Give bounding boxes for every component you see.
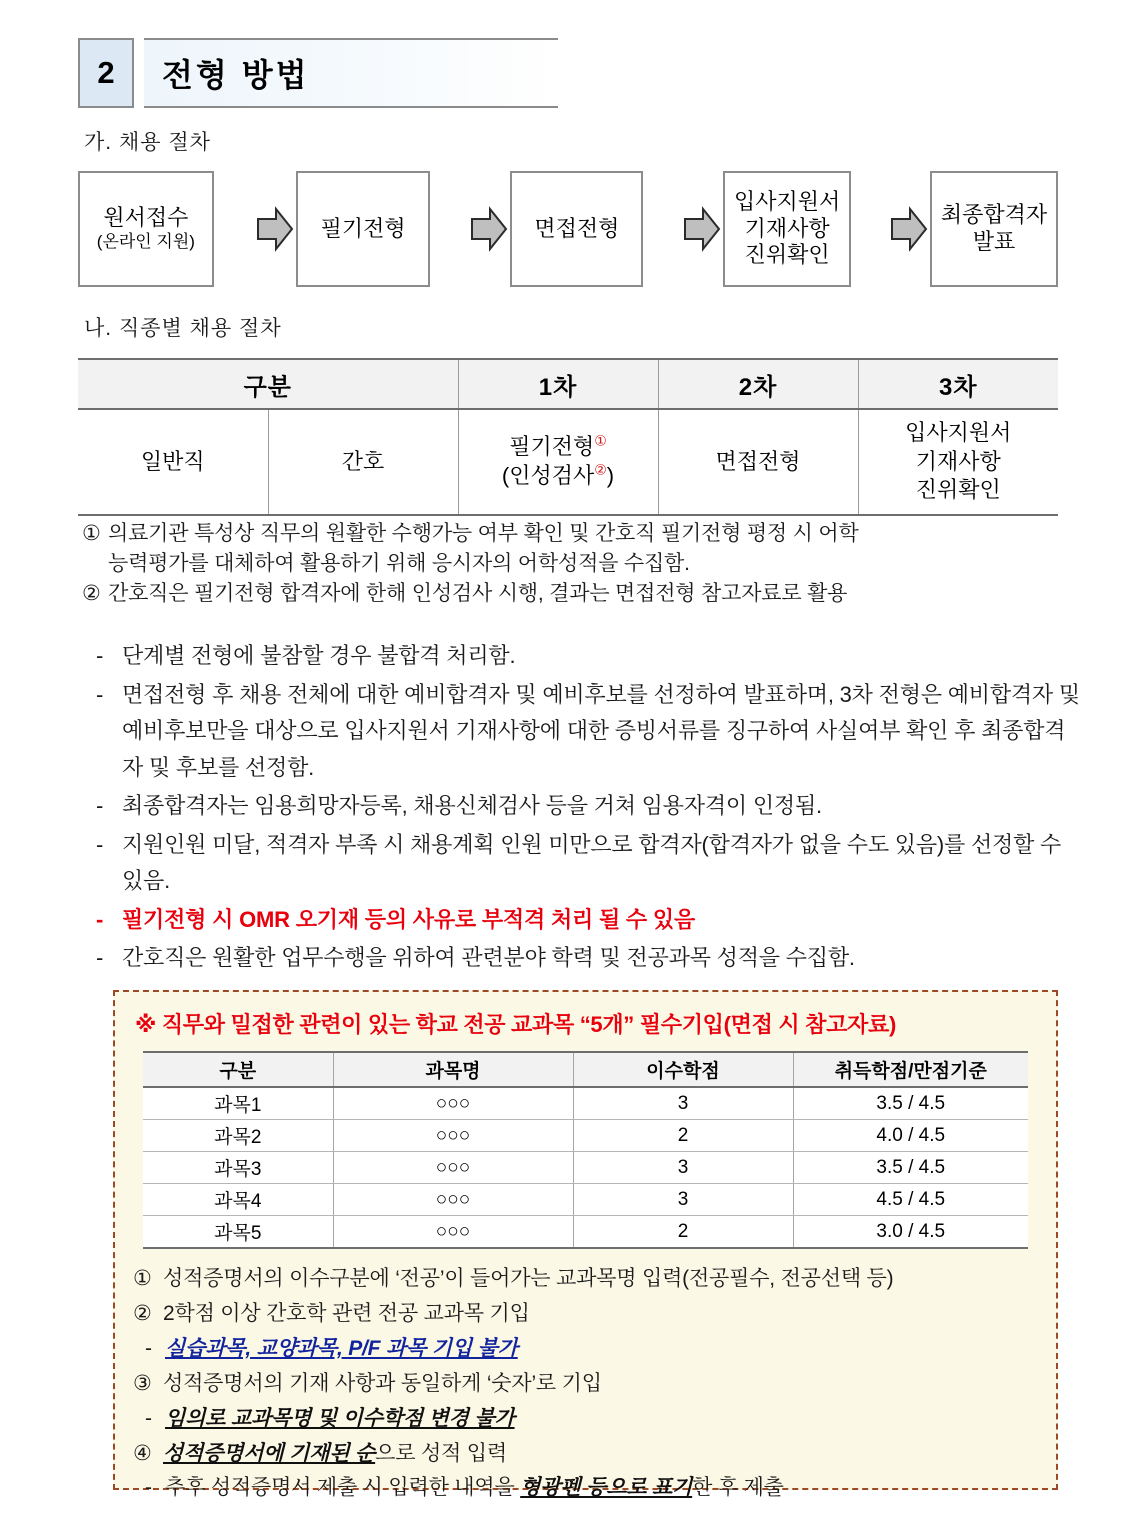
courses-header-credits: 이수학점 xyxy=(573,1052,793,1087)
cell-stage-1-line2: (인성검사②) xyxy=(501,461,615,488)
flow-step-interview xyxy=(510,171,643,287)
list-item-text: 최종합격자는 임용희망자등록, 채용신체검사 등을 거쳐 임용자격이 인정됨. xyxy=(122,793,822,819)
table-header-stage-1: 1차 xyxy=(458,359,658,409)
course-category: 과목3 xyxy=(143,1152,333,1184)
course-name: ○○○ xyxy=(333,1120,573,1152)
cell-stage-2: 면접전형 xyxy=(658,409,858,515)
flow-step-application xyxy=(78,171,214,287)
table-row xyxy=(143,1152,1028,1184)
note-instruction-1 xyxy=(133,1263,1038,1295)
table-header-row xyxy=(78,359,1058,409)
notes-bullet-list xyxy=(96,638,1081,979)
courses-header-name: 과목명 xyxy=(333,1052,573,1087)
dash-marker: - xyxy=(96,906,104,932)
flow-step-written-exam xyxy=(296,171,431,287)
footnote-1 xyxy=(82,519,1072,549)
dash-marker: - xyxy=(145,1476,152,1500)
dash-marker: - xyxy=(96,945,104,971)
table-row xyxy=(143,1120,1028,1152)
list-item xyxy=(96,940,1081,977)
course-category: 과목4 xyxy=(143,1184,333,1216)
flow-step-line2: 기재사항 xyxy=(744,215,830,241)
list-item xyxy=(96,677,1081,787)
courses-header-category: 구분 xyxy=(143,1052,333,1087)
note-text xyxy=(163,1438,1038,1470)
flow-step-final-announcement xyxy=(930,171,1058,287)
course-category: 과목1 xyxy=(143,1087,333,1120)
course-category: 과목5 xyxy=(143,1216,333,1249)
arrow-right-icon xyxy=(888,205,930,253)
list-item-text: 지원인원 미달, 적격자 부족 시 채용계획 인원 미만으로 합격자(합격자가 없을 수도 있음)를 선정할 수 있음. xyxy=(122,831,1062,894)
flow-step-line1: 최종합격자 xyxy=(940,202,1048,228)
course-credits: 3 xyxy=(573,1152,793,1184)
note-plain-after: 한 후 제출 xyxy=(692,1476,784,1500)
note-subtext xyxy=(165,1472,784,1504)
cell-job-field: 간호 xyxy=(268,409,458,515)
subsection-label-process-by-job: 나. 직종별 채용 절차 xyxy=(84,317,282,340)
flow-step-line1: 면접전형 xyxy=(534,215,620,241)
course-grade: 3.0 / 4.5 xyxy=(793,1216,1028,1249)
flow-step-line1: 입사지원서 xyxy=(734,188,841,214)
footnote-ref-1: ① xyxy=(594,433,607,450)
note-box-instructions xyxy=(133,1263,1038,1504)
dash-marker: - xyxy=(145,1336,152,1360)
cell-job-type: 일반직 xyxy=(78,409,268,515)
flow-step-verification xyxy=(723,171,851,287)
cell-stage-3-line2: 기재사항 xyxy=(915,448,1001,474)
cell-stage-3-line3: 진위확인 xyxy=(915,477,1001,503)
table-row xyxy=(143,1087,1028,1120)
section-number-badge: 2 xyxy=(78,38,134,108)
arrow-right-icon xyxy=(681,205,723,253)
process-by-job-table xyxy=(78,358,1058,516)
note-text: 2학점 이상 간호학 관련 전공 교과목 기입 xyxy=(163,1301,530,1325)
dash-marker: - xyxy=(145,1406,152,1430)
section-header xyxy=(78,38,558,108)
note-emphasis: 성적증명서에 기재된 순 xyxy=(163,1441,376,1465)
note-instruction-4 xyxy=(133,1438,1038,1470)
note-marker: ③ xyxy=(133,1371,152,1395)
list-item-text: 필기전형 시 OMR 오기재 등의 사유로 부적격 처리 될 수 있음 xyxy=(122,906,695,932)
note-marker: ② xyxy=(133,1301,152,1325)
course-credits: 3 xyxy=(573,1087,793,1120)
note-instruction-2 xyxy=(133,1298,1038,1330)
course-category: 과목2 xyxy=(143,1120,333,1152)
note-text: 성적증명서의 이수구분에 ‘전공’이 들어가는 교과목명 입력(전공필수, 전공선택 등) xyxy=(163,1267,894,1290)
footnote-text: 간호직은 필기전형 합격자에 한해 인성검사 시행, 결과는 면접전형 참고자료로 활용 xyxy=(108,581,848,605)
table-row xyxy=(143,1184,1028,1216)
note-instruction-3 xyxy=(133,1368,1038,1400)
course-grade: 4.5 / 4.5 xyxy=(793,1184,1028,1216)
list-item-text: 단계별 전형에 불참할 경우 불합격 처리함. xyxy=(122,643,516,668)
section-title-band xyxy=(144,38,558,108)
table-footnotes xyxy=(82,519,1072,608)
course-grade: 3.5 / 4.5 xyxy=(793,1152,1028,1184)
note-subtext: 실습과목, 교양과목, P/F 과목 기입 불가 xyxy=(165,1336,518,1360)
note-subitem-blue xyxy=(133,1333,1038,1365)
course-credits: 3 xyxy=(573,1184,793,1216)
cell-stage-1-line1: 필기전형① xyxy=(509,433,607,460)
flow-step-line3: 진위확인 xyxy=(744,242,830,268)
arrow-right-icon xyxy=(254,205,296,253)
arrow-right-icon xyxy=(468,205,510,253)
list-item-text: 간호직은 원활한 업무수행을 위하여 관련분야 학력 및 전공과목 성적을 수집함. xyxy=(122,945,855,971)
flow-step-line1: 필기전형 xyxy=(320,215,406,241)
list-item-text: 면접전형 후 채용 전체에 대한 예비합격자 및 예비후보를 선정하여 발표하며, 3차 전형은 예비합격자 및 예비후보만을 대상으로 입사지원서 기재사항에 대한 증빙서류를 징구하여 사실여부 확인 후 최종합격자 및 후보를 선정함. xyxy=(122,681,1080,780)
note-subitem-4 xyxy=(133,1472,1038,1504)
courses-header-grade: 취득학점/만점기준 xyxy=(793,1052,1028,1087)
major-courses-note-box xyxy=(113,990,1058,1500)
course-name: ○○○ xyxy=(333,1087,573,1120)
table-header-stage-3: 3차 xyxy=(858,359,1058,409)
flow-step-line2: 발표 xyxy=(972,229,1016,254)
list-item xyxy=(96,788,1081,825)
list-item-warning xyxy=(96,902,1081,939)
note-marker: ① xyxy=(133,1267,152,1290)
list-item xyxy=(96,638,1081,675)
footnote-1-continued: 능력평가를 대체하여 활용하기 위해 응시자의 어학성적을 수집함. xyxy=(108,551,690,575)
major-courses-table xyxy=(143,1051,1028,1249)
list-item xyxy=(96,827,1081,900)
dash-marker: - xyxy=(96,681,104,707)
cell-stage-3 xyxy=(858,409,1058,515)
note-text: 성적증명서의 기재 사항과 동일하게 ‘숫자’로 기입 xyxy=(163,1371,602,1395)
table-header-stage-2: 2차 xyxy=(658,359,858,409)
course-grade: 3.5 / 4.5 xyxy=(793,1087,1028,1120)
note-emphasis: 형광펜 등으로 표기 xyxy=(520,1476,693,1500)
course-credits: 2 xyxy=(573,1120,793,1152)
footnote-text: 의료기관 특성상 직무의 원활한 수행가능 여부 확인 및 간호직 필기전형 평정 시 어학 xyxy=(108,522,859,545)
cell-stage-3-line1: 입사지원서 xyxy=(905,420,1012,446)
course-credits: 2 xyxy=(573,1216,793,1249)
course-name: ○○○ xyxy=(333,1152,573,1184)
recruitment-flowchart xyxy=(78,170,1058,288)
dash-marker: - xyxy=(96,793,104,819)
note-plain: 으로 성적 입력 xyxy=(375,1441,507,1465)
note-subitem-black xyxy=(133,1403,1038,1435)
dash-marker: - xyxy=(96,643,104,668)
note-subtext: 임의로 교과목명 및 이수학점 변경 불가 xyxy=(165,1406,515,1430)
footnote-marker: ② xyxy=(82,581,101,605)
course-name: ○○○ xyxy=(333,1216,573,1249)
page-title: 전형 방법 xyxy=(162,57,310,93)
flow-step-line2: (온라인 지원) xyxy=(96,232,195,252)
table-row xyxy=(143,1216,1028,1249)
cell-stage-1 xyxy=(458,409,658,515)
dash-marker: - xyxy=(96,831,104,857)
footnote-ref-2: ② xyxy=(594,461,607,478)
course-grade: 4.0 / 4.5 xyxy=(793,1120,1028,1152)
table-header-category: 구분 xyxy=(78,359,458,409)
flow-step-line1: 원서접수 xyxy=(103,205,189,231)
table-header-row xyxy=(143,1052,1028,1087)
subsection-label-recruitment-process: 가. 채용 절차 xyxy=(84,131,211,154)
course-name: ○○○ xyxy=(333,1184,573,1216)
footnote-2 xyxy=(82,579,1072,609)
note-box-title: ※ 직무와 밀접한 관련이 있는 학교 전공 교과목 “5개” 필수기입(면접 시 참고자료) xyxy=(135,1012,896,1037)
table-row xyxy=(78,409,1058,515)
note-plain-before: 추후 성적증명서 제출 시 입력한 내역을 xyxy=(165,1476,521,1500)
note-marker: ④ xyxy=(133,1441,152,1465)
footnote-marker: ① xyxy=(82,522,101,545)
